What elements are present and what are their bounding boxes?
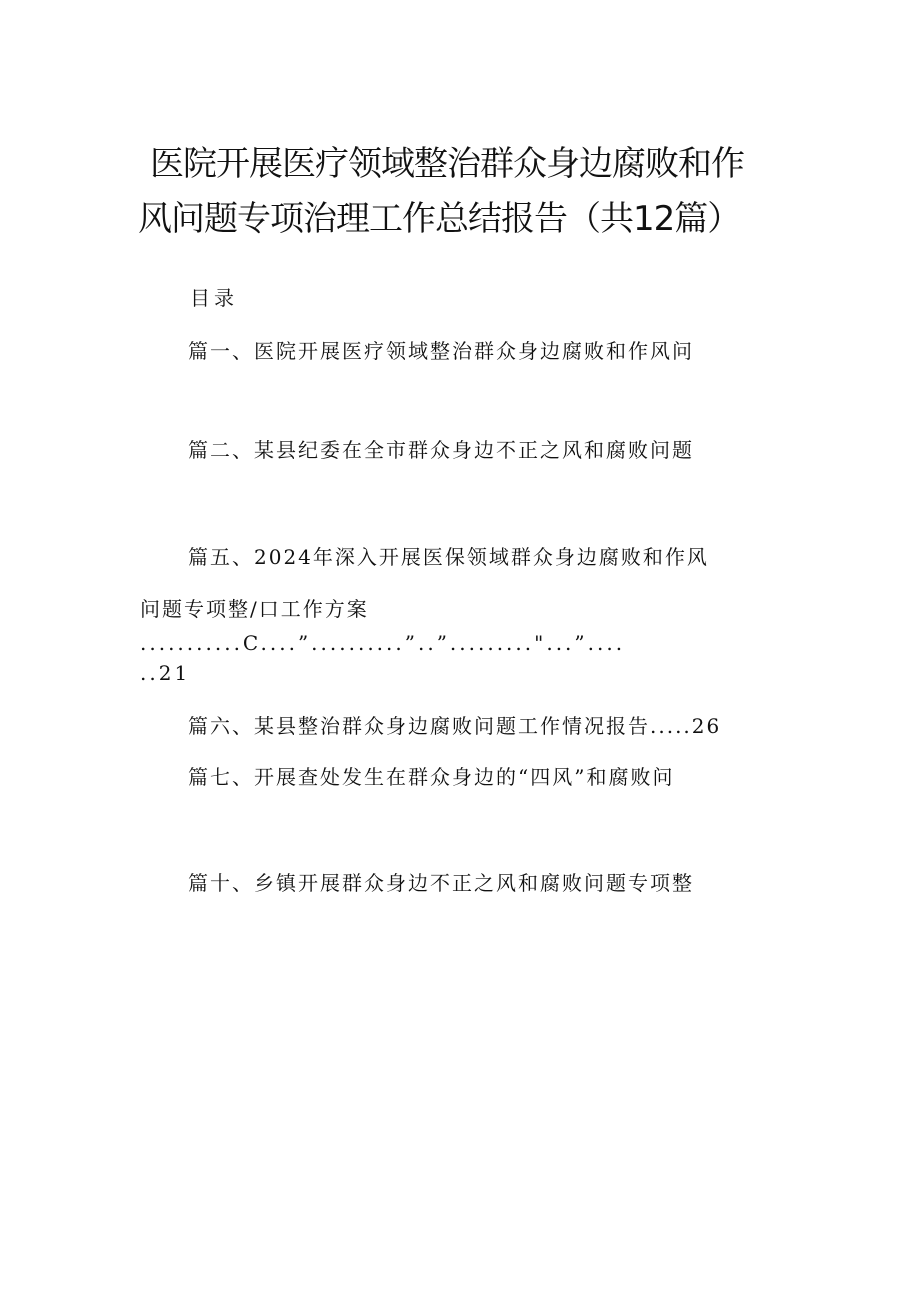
toc-entry-5-line-1: 篇五、2024年深入开展医保领域群众身边腐败和作风 <box>188 545 709 569</box>
toc-entry-7: 篇七、开展查处发生在群众身边的“四风”和腐败问 <box>188 765 675 789</box>
toc-entry-5-page: ..21 <box>140 661 191 685</box>
toc-heading: 目录 <box>190 286 238 310</box>
document-title-line-1: 医院开展医疗领域整治群众身边腐败和作 <box>150 144 744 184</box>
document-title-line-2: 风问题专项治理工作总结报告（共12篇） <box>138 199 741 239</box>
toc-entry-6: 篇六、某县整治群众身边腐败问题工作情况报告.....26 <box>188 714 722 738</box>
toc-entry-5-leader: ...........C....”..........”..”........."...”.... <box>140 631 626 655</box>
toc-entry-10: 篇十、乡镇开展群众身边不正之风和腐败问题专项整 <box>188 871 694 895</box>
toc-entry-2: 篇二、某县纪委在全市群众身边不正之风和腐败问题 <box>188 438 694 462</box>
toc-entry-1: 篇一、医院开展医疗领域整治群众身边腐败和作风问 <box>188 339 694 363</box>
toc-entry-5-line-2: 问题专项整/口工作方案 <box>140 597 369 621</box>
